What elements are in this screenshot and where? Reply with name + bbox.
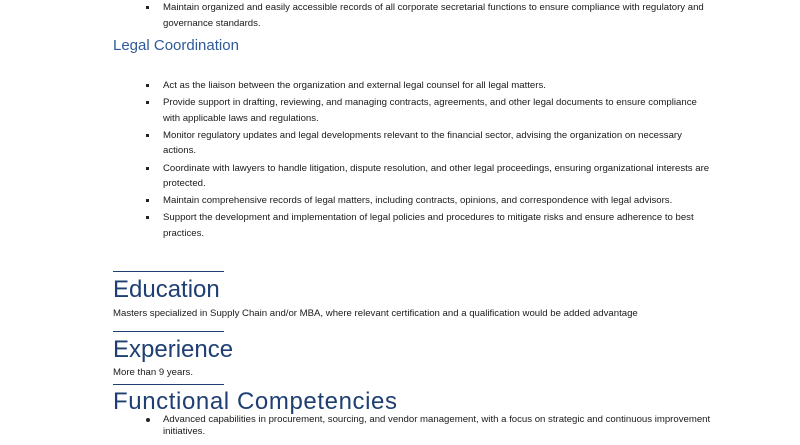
bullet-icon [146,6,149,9]
list-item-text: Maintain comprehensive records of legal matters, including contracts, opinions, and correspondence with legal advisors. [163,195,673,207]
corporate-secretarial-list [146,0,716,33]
functional-competencies-heading: Functional Competencies [113,388,398,415]
experience-text: More than 9 years. [113,367,193,378]
list-item [146,161,716,192]
list-item-text: Act as the liaison between the organization and external legal counsel for all legal matters. [163,80,546,91]
list-item [146,78,716,94]
list-item-text: Coordinate with lawyers to handle litigation, dispute resolution, and other legal proceedings, ensuring organizational interests are protected. [163,162,710,190]
bullet-icon [146,101,149,104]
list-item [146,0,716,31]
list-item-text: Maintain organized and easily accessible records of all corporate secretarial functions to ensure compliance with regulatory and governance standards. [163,2,704,29]
list-item [146,414,746,438]
list-item [146,128,716,159]
education-heading: Education [113,276,220,303]
list-item-text: Monitor regulatory updates and legal developments relevant to the financial sector, advising the organization on necessary actions. [163,129,682,157]
list-item-text: Support the development and implementation of legal policies and procedures to mitigate risks and ensure adherence to best practices. [163,212,694,239]
education-text: Masters specialized in Supply Chain and/or MBA, where relevant certification and a qualification would be added advantage [113,308,638,319]
bullet-icon [146,418,150,422]
bullet-icon [146,167,149,170]
list-item [146,193,716,209]
bullet-icon [146,216,149,219]
list-item [146,95,716,126]
legal-coordination-heading: Legal Coordination [113,37,239,54]
list-item [146,210,716,241]
bullet-icon [146,134,149,137]
education-rule [113,271,224,272]
bullet-icon [146,84,149,87]
legal-coordination-list [146,78,716,243]
functional-competencies-rule [113,384,224,385]
bullet-icon [146,199,149,202]
list-item-text: Provide support in drafting, reviewing, and managing contracts, agreements, and other legal documents to ensure compliance with applicable laws and regulations. [163,97,697,124]
functional-competencies-list [146,414,746,438]
experience-rule [113,331,224,332]
experience-heading: Experience [113,336,234,363]
list-item-text: Advanced capabilities in procurement, sourcing, and vendor management, with a focus on strategic and continuous improvement initiatives. [163,414,711,437]
